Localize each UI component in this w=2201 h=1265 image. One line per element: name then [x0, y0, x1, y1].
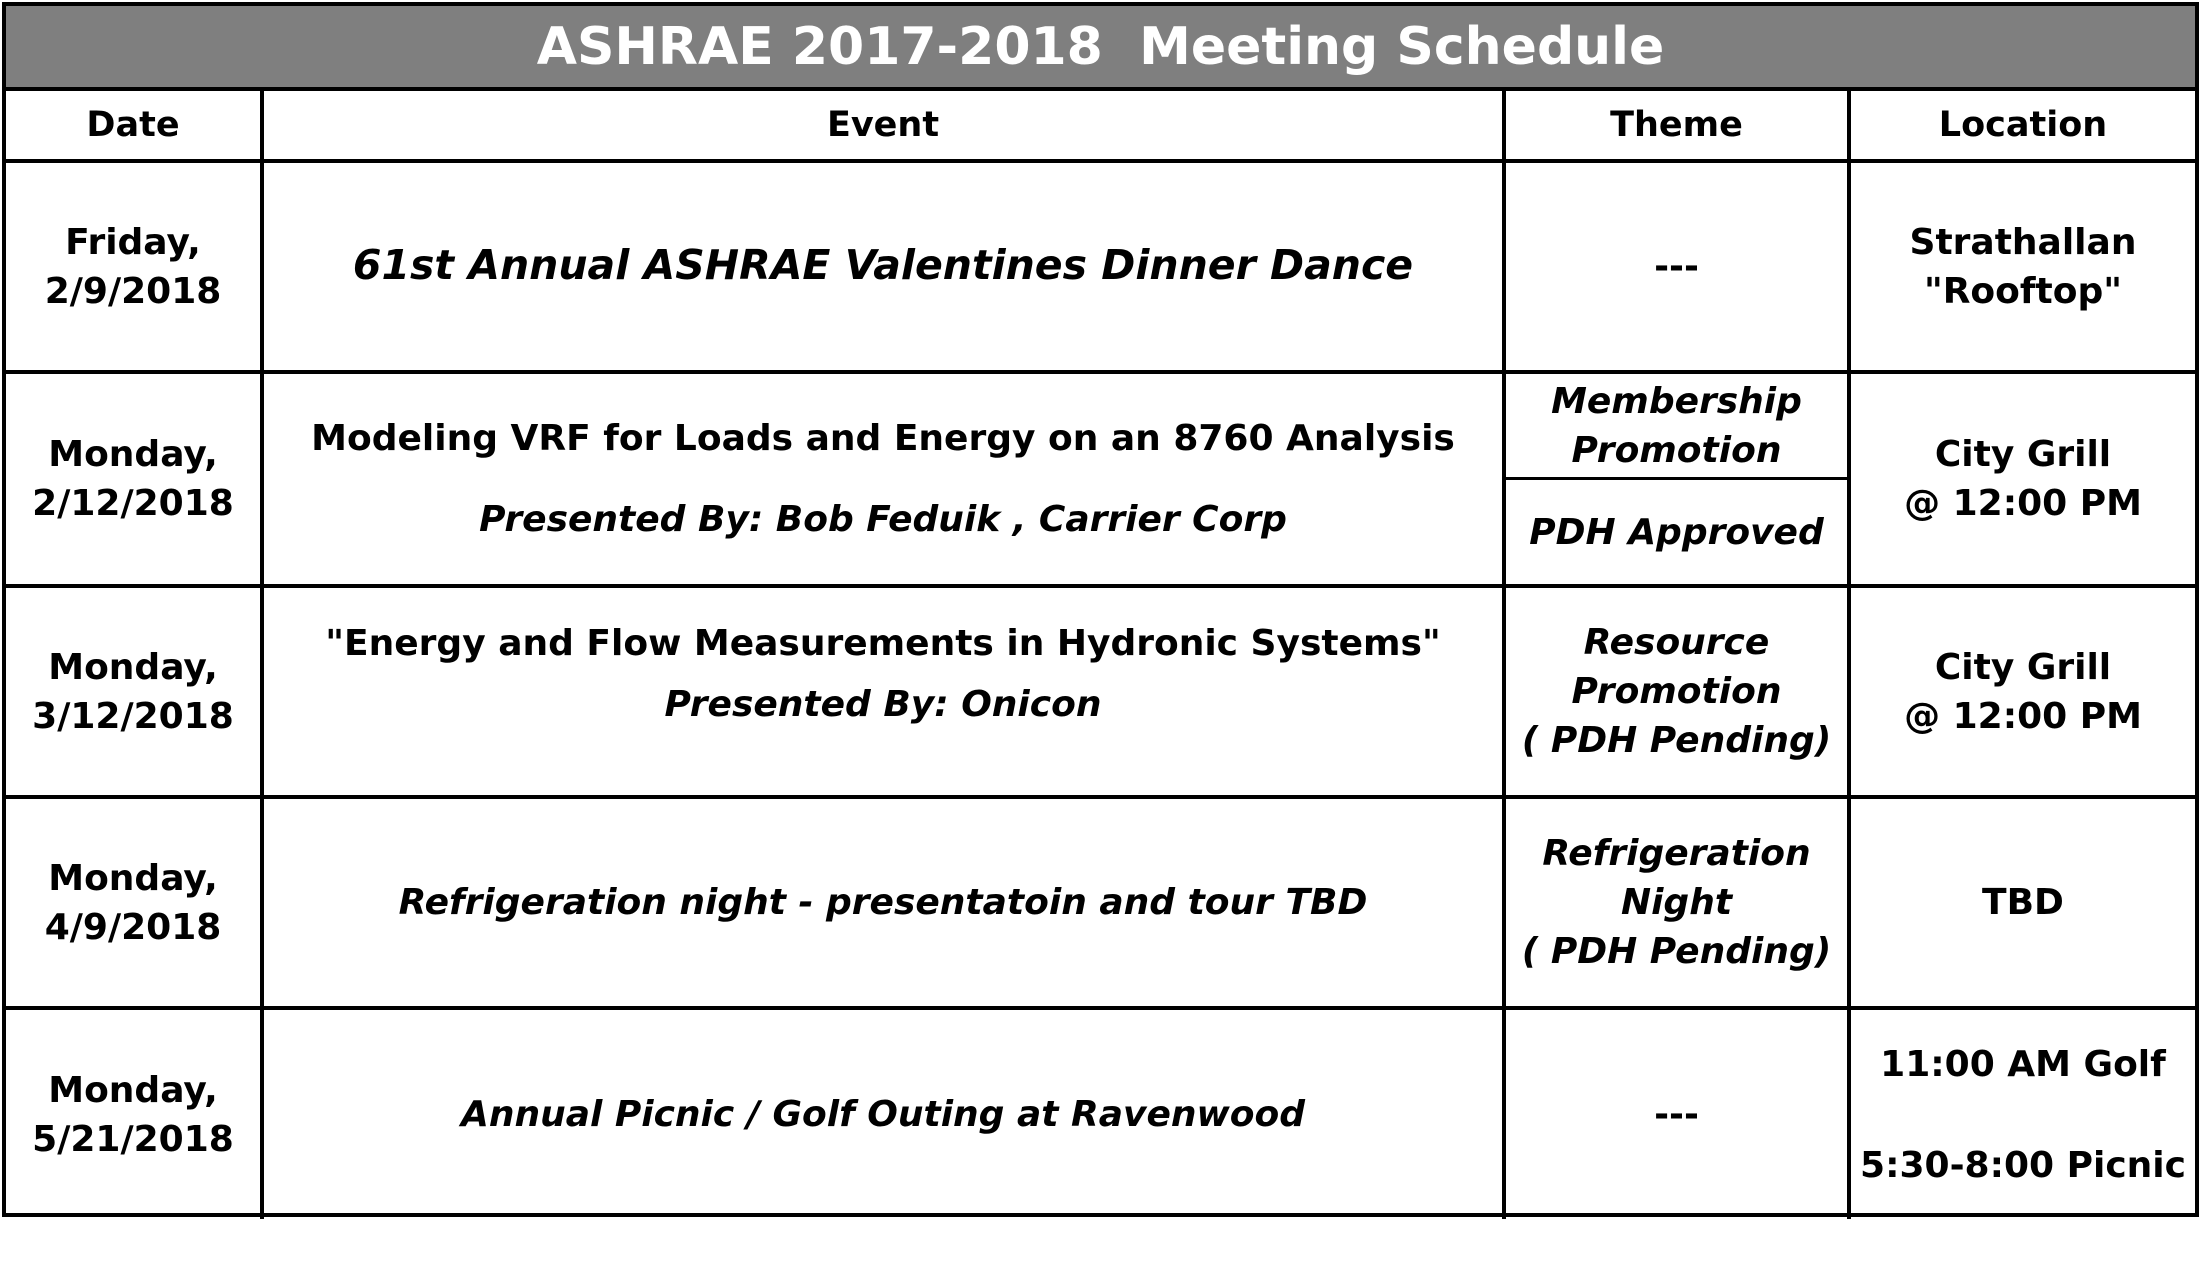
date-day: Monday,: [48, 1069, 218, 1111]
theme-text: Promotion: [1571, 671, 1782, 712]
location-line: 5:30-8:00 Picnic: [1860, 1144, 2186, 1186]
location-cell: [1849, 797, 2195, 1008]
location-line: @ 12:00 PM: [1904, 695, 2142, 737]
event-cell: [262, 161, 1504, 372]
column-header-theme: Theme: [1504, 91, 1849, 161]
column-header-location: Location: [1849, 91, 2195, 161]
location-cell: [1849, 372, 2195, 586]
theme-text: Night: [1620, 882, 1733, 923]
event-cell: [262, 586, 1504, 797]
date-cell: [6, 797, 262, 1008]
event-cell: [262, 797, 1504, 1008]
location-line: TBD: [1982, 882, 2064, 923]
header-row: [6, 91, 2195, 161]
location-line: City Grill: [1934, 434, 2112, 475]
event-cell: [262, 1008, 1504, 1219]
event-title: Modeling VRF for Loads and Energy on an 8760 Analysis: [311, 418, 1455, 459]
date-cell: [6, 161, 262, 372]
theme-cell: [1504, 372, 1849, 586]
column-header-date: Date: [6, 91, 262, 161]
theme-cell: [1504, 797, 1849, 1008]
theme-cell: [1504, 161, 1849, 372]
date-value: 2/12/2018: [32, 483, 234, 524]
date-day: Monday,: [48, 857, 218, 899]
location-line: City Grill: [1934, 646, 2112, 688]
location-line: 11:00 AM Golf: [1880, 1043, 2166, 1085]
column-header-event: Event: [262, 91, 1504, 161]
table-row: [6, 1008, 2195, 1219]
location-cell: [1849, 586, 2195, 797]
schedule-table: [6, 91, 2195, 1219]
pdh-status: ( PDH Pending): [1521, 931, 1832, 972]
theme-text: Membership: [1551, 380, 1802, 422]
table-row: [6, 586, 2195, 797]
event-title: Refrigeration night - presentatoin and tour TBD: [398, 882, 1368, 923]
date-value: 3/12/2018: [32, 695, 234, 737]
page-title: ASHRAE 2017-2018 Meeting Schedule: [6, 6, 2195, 91]
event-presenter: Presented By: Onicon: [664, 683, 1102, 725]
pdh-status: PDH Approved: [1529, 511, 1824, 553]
event-title: Annual Picnic / Golf Outing at Ravenwood: [460, 1094, 1306, 1135]
date-cell: [6, 372, 262, 586]
theme-text: Promotion: [1571, 429, 1782, 471]
date-day: Friday,: [65, 221, 201, 263]
event-title: 61st Annual ASHRAE Valentines Dinner Dance: [352, 241, 1414, 289]
event-cell: [262, 372, 1504, 586]
pdh-status: ( PDH Pending): [1521, 720, 1832, 761]
table-row: [6, 372, 2195, 586]
date-cell: [6, 586, 262, 797]
location-line: "Rooftop": [1923, 270, 2123, 312]
location-cell: [1849, 1008, 2195, 1219]
event-title: "Energy and Flow Measurements in Hydronic Systems": [325, 622, 1441, 664]
date-value: 4/9/2018: [44, 906, 222, 948]
date-day: Monday,: [48, 434, 218, 475]
table-row: [6, 161, 2195, 372]
schedule-sheet: [2, 2, 2199, 1217]
event-presenter: Presented By: Bob Feduik , Carrier Corp: [479, 499, 1287, 540]
table-row: [6, 797, 2195, 1008]
location-cell: [1849, 161, 2195, 372]
theme-text: Refrigeration: [1542, 833, 1811, 874]
date-value: 2/9/2018: [44, 270, 222, 312]
location-line: Strathallan: [1909, 221, 2137, 263]
theme-text: ---: [1654, 1094, 1699, 1135]
theme-text: Resource: [1583, 622, 1770, 663]
location-line: @ 12:00 PM: [1904, 483, 2142, 524]
theme-cell: [1504, 1008, 1849, 1219]
theme-cell: [1504, 586, 1849, 797]
date-day: Monday,: [48, 646, 218, 688]
theme-text: ---: [1654, 246, 1699, 287]
date-cell: [6, 1008, 262, 1219]
date-value: 5/21/2018: [32, 1118, 234, 1160]
